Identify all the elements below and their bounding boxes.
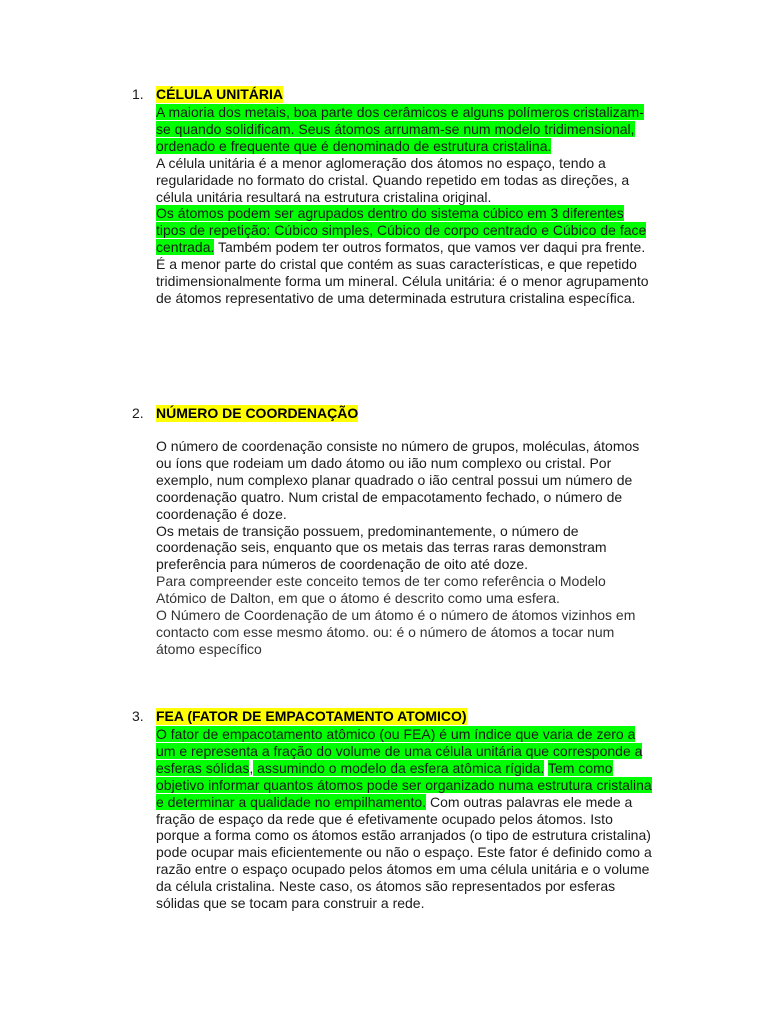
- highlighted-text: assumindo o modelo da esfera atômica rígida.: [253, 759, 545, 776]
- highlighted-text: O fator de empacotamento atômico (ou FEA) é um índice que varia de zero a um e representa a fração do volume de uma célula unitária que corresponde a esferas sólidas: [156, 726, 643, 776]
- paragraph: Os metais de transição possuem, predominantemente, o número de coordenação seis, enquanto que os metais das terras raras demonstram preferência para números de coordenação de oito até doze.: [156, 522, 607, 573]
- section-title: FEA (FATOR DE EMPACOTAMENTO ATOMICO): [156, 708, 467, 724]
- section-heading: [132, 708, 652, 726]
- list-number: 1.: [132, 86, 144, 102]
- section-title: CÉLULA UNITÁRIA: [156, 86, 284, 102]
- list-number: 2.: [132, 405, 144, 421]
- highlighted-text: Os átomos podem ser agrupados dentro do sistema cúbico em 3 diferentes tipos de repetição: Cúbico simples, Cúbico de corpo centrado e Cúbico de face centrada.: [156, 205, 647, 256]
- paragraph: [156, 726, 656, 912]
- paragraph-text: Com outras palavras ele mede a fração de espaço da rede que é efetivamente ocupado pelos átomos. Isto porque a forma como os átomos estão arranjados (o tipo de estrutura cristalina) pode ocupar mais eficientemente ou não o espaço. Este fator é definido como a razão entre o espaço ocupado pelos átomos em uma célula unitária e o volume da célula cristalina. Neste caso, os átomos são representados por esferas sólidas que se tocam para construir a rede.: [156, 793, 652, 912]
- section-body: [156, 104, 656, 307]
- paragraph: O número de coordenação consiste no número de grupos, moléculas, átomos ou íons que rodeiam um dado átomo ou ião num complexo ou cristal. Por exemplo, num complexo planar quadrado o ião central possui um número de coordenação quatro. Num cristal de empacotamento fechado, o número de coordenação é doze.: [156, 438, 640, 522]
- section-celula-unitaria: [132, 86, 652, 307]
- section-body: [156, 438, 656, 658]
- section-title: NÚMERO DE COORDENAÇÃO: [156, 405, 359, 421]
- section-heading: [132, 86, 652, 104]
- paragraph: É a menor parte do cristal que contém as suas características, e que repetido tridimensionalmente forma um mineral. Célula unitária: é o menor agrupamento de átomos representativo de uma determinada estrutura cristalina específica.: [156, 256, 649, 306]
- highlighted-text: Tem como objetivo informar quantos átomos pode ser organizado numa estrutura cristalina e determinar a qualidade no empilhamento.: [156, 759, 652, 810]
- paragraph-text: ,: [249, 759, 254, 776]
- paragraph: A célula unitária é a menor aglomeração dos átomos no espaço, tendo a regularidade no formato do cristal. Quando repetido em todas as direções, a célula unitária resultará na estrutura cristalina original.: [156, 154, 630, 205]
- section-fea: [132, 708, 652, 912]
- section-heading: [132, 405, 652, 423]
- list-number: 3.: [132, 708, 144, 724]
- paragraph-text: Também podem ter outros formatos, que vamos ver daqui pra frente.: [214, 239, 646, 256]
- paragraph: Para compreender este conceito temos de ter como referência o Modelo Atómico de Dalton, em que o átomo é descrito como uma esfera.: [156, 573, 606, 607]
- section-numero-coordenacao: [132, 405, 652, 658]
- paragraph: [156, 104, 656, 155]
- paragraph: O Número de Coordenação de um átomo é o número de átomos vizinhos em contacto com esse mesmo átomo. ou: é o número de átomos a tocar num átomo específico: [156, 607, 636, 657]
- paragraph: [156, 205, 656, 256]
- section-body: [156, 726, 656, 912]
- highlighted-text: A maioria dos metais, boa parte dos cerâmicos e alguns polímeros cristalizam-se quando solidificam. Seus átomos arrumam-se num modelo tridimensional, ordenado e frequente que é denominado de estrutura cristalina.: [156, 104, 644, 154]
